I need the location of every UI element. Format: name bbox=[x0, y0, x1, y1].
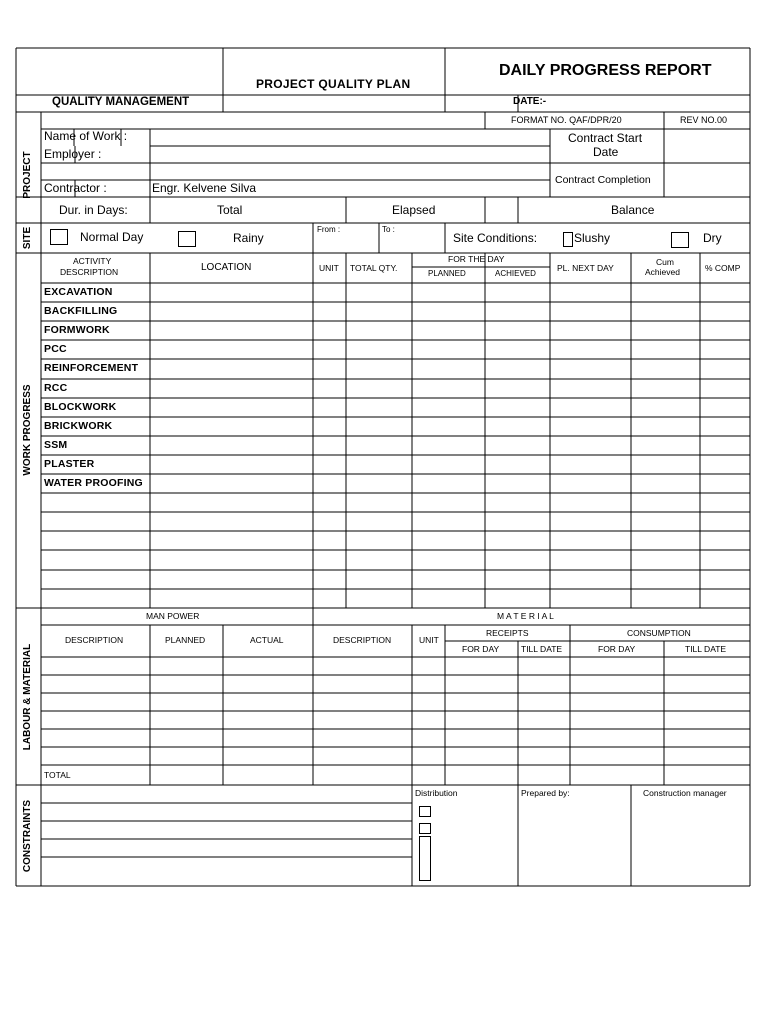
format-number: FORMAT NO. QAF/DPR/20 bbox=[511, 115, 622, 125]
activity-row-label: RCC bbox=[44, 381, 68, 394]
activity-row-label: EXCAVATION bbox=[44, 286, 113, 298]
name-of-work-label: Name of Work : bbox=[44, 129, 128, 143]
activity-header-line1: ACTIVITY bbox=[73, 256, 112, 266]
man-power-header: MAN POWER bbox=[146, 611, 200, 621]
for-the-day-header: FOR THE DAY bbox=[448, 254, 505, 264]
manpower-description-header: DESCRIPTION bbox=[65, 635, 124, 645]
employer-label: Employer : bbox=[44, 147, 102, 161]
contract-start-label-line1: Contract Start bbox=[568, 131, 643, 145]
receipts-till-date-header: TILL DATE bbox=[521, 644, 563, 654]
site-conditions-label: Site Conditions: bbox=[453, 231, 538, 245]
cum-header-line2: Achieved bbox=[645, 267, 680, 277]
material-unit-header: UNIT bbox=[419, 635, 439, 645]
normal-day-checkbox[interactable] bbox=[50, 229, 68, 245]
section-label-constraints: CONSTRAINTS bbox=[22, 799, 33, 873]
activity-row-label: FORMWORK bbox=[44, 324, 110, 337]
manpower-total-label: TOTAL bbox=[44, 770, 71, 780]
manpower-planned-header: PLANNED bbox=[165, 635, 206, 645]
normal-day-label: Normal Day bbox=[80, 230, 144, 244]
contractor-value: Engr. Kelvene Silva bbox=[152, 181, 257, 195]
distribution-checkbox-1[interactable] bbox=[419, 806, 431, 817]
section-label-site: SITE bbox=[22, 226, 33, 250]
achieved-header: ACHIEVED bbox=[495, 269, 536, 278]
cum-header-line1: Cum bbox=[656, 257, 674, 267]
contract-start-label-line2: Date bbox=[593, 145, 619, 159]
date-label: DATE:- bbox=[513, 96, 547, 107]
activity-row-label: BRICKWORK bbox=[44, 419, 113, 432]
activity-row-label: PCC bbox=[44, 343, 67, 356]
activity-row-label: PLASTER bbox=[44, 457, 95, 470]
duration-elapsed-label: Elapsed bbox=[392, 203, 436, 217]
to-label: To : bbox=[382, 225, 395, 234]
pl-next-day-header: PL. NEXT DAY bbox=[557, 263, 614, 273]
revision-number: REV NO.00 bbox=[680, 115, 728, 125]
prepared-by-label: Prepared by: bbox=[521, 788, 570, 798]
slushy-checkbox[interactable] bbox=[563, 232, 573, 247]
project-quality-plan-title: PROJECT QUALITY PLAN bbox=[256, 77, 411, 91]
receipts-header: RECEIPTS bbox=[486, 628, 529, 638]
construction-manager-label: Construction manager bbox=[643, 788, 727, 798]
contractor-label: Contractor : bbox=[44, 181, 107, 195]
activity-row-label: BLOCKWORK bbox=[44, 400, 117, 413]
unit-header: UNIT bbox=[319, 263, 339, 273]
dry-label: Dry bbox=[703, 231, 722, 245]
contract-completion-label: Contract Completion bbox=[555, 174, 651, 186]
activity-header-line2: DESCRIPTION bbox=[60, 267, 119, 277]
total-qty-header: TOTAL QTY. bbox=[350, 263, 398, 273]
consumption-till-date-header: TILL DATE bbox=[685, 644, 727, 654]
quality-management-label: QUALITY MANAGEMENT bbox=[52, 96, 190, 108]
report-title: DAILY PROGRESS REPORT bbox=[499, 62, 712, 79]
slushy-label: Slushy bbox=[574, 231, 611, 245]
rainy-checkbox[interactable] bbox=[178, 231, 196, 247]
rainy-label: Rainy bbox=[233, 231, 264, 245]
dry-checkbox[interactable] bbox=[671, 232, 689, 248]
distribution-checkbox-2[interactable] bbox=[419, 823, 431, 834]
section-label-work-progress: WORK PROGRESS bbox=[22, 384, 33, 476]
distribution-box-3[interactable] bbox=[419, 836, 431, 881]
section-label-project: PROJECT bbox=[22, 151, 33, 199]
planned-header: PLANNED bbox=[428, 269, 466, 278]
activity-row-label: SSM bbox=[44, 438, 68, 451]
material-header: M A T E R I A L bbox=[497, 611, 554, 621]
manpower-actual-header: ACTUAL bbox=[250, 635, 284, 645]
percent-complete-header: % COMP bbox=[705, 263, 741, 273]
receipts-for-day-header: FOR DAY bbox=[462, 644, 500, 654]
location-header: LOCATION bbox=[201, 262, 252, 273]
section-label-labour-material: LABOUR & MATERIAL bbox=[22, 643, 33, 751]
distribution-label: Distribution bbox=[415, 788, 458, 798]
consumption-for-day-header: FOR DAY bbox=[598, 644, 636, 654]
activity-row-label: BACKFILLING bbox=[44, 305, 118, 318]
activity-row-label: REINFORCEMENT bbox=[44, 362, 139, 375]
duration-label: Dur. in Days: bbox=[59, 203, 128, 217]
from-label: From : bbox=[317, 225, 341, 234]
activity-row-label: WATER PROOFING bbox=[44, 477, 143, 489]
duration-balance-label: Balance bbox=[611, 203, 655, 217]
consumption-header: CONSUMPTION bbox=[627, 628, 691, 638]
duration-total-label: Total bbox=[217, 203, 243, 217]
material-description-header: DESCRIPTION bbox=[333, 635, 392, 645]
